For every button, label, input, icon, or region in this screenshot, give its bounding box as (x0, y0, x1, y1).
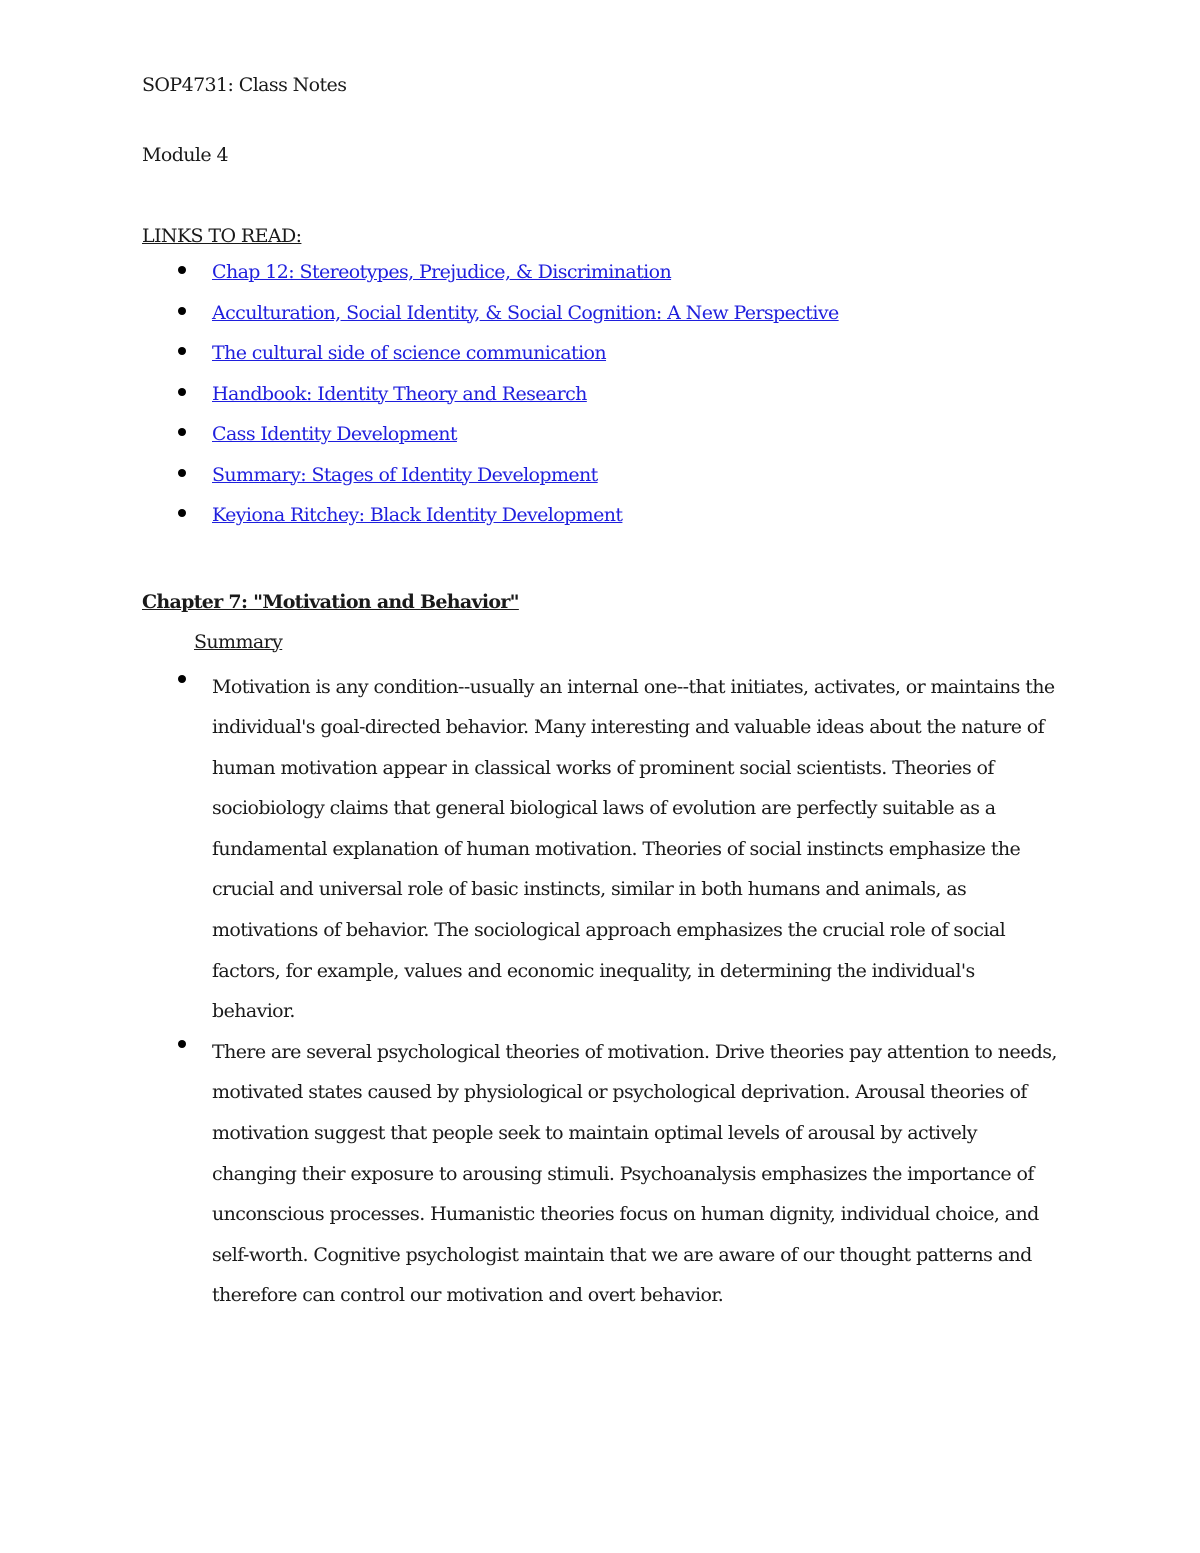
link-acculturation-social-identity[interactable]: Acculturation, Social Identity, & Social Cognition: A New Perspective (212, 301, 839, 324)
bullet-icon (178, 428, 186, 436)
bullet-icon (178, 388, 186, 396)
list-item (142, 460, 1072, 501)
link-identity-theory-handbook[interactable]: Handbook: Identity Theory and Research (212, 382, 587, 405)
link-cultural-side-science[interactable]: The cultural side of science communication (212, 342, 607, 364)
document-page (142, 70, 1072, 1316)
link-chap-12-stereotypes[interactable]: Chap 12: Stereotypes, Prejudice, & Discrimination (212, 261, 672, 283)
list-item (142, 500, 1072, 541)
list-item (142, 257, 1072, 298)
link-cass-identity[interactable]: Cass Identity Development (212, 423, 457, 445)
summary-list (142, 667, 1072, 1317)
bullet-icon (178, 347, 186, 355)
bullet-icon (178, 509, 186, 517)
bullet-icon (178, 1040, 186, 1048)
course-title: SOP4731: Class Notes (142, 74, 347, 96)
bullet-icon (178, 266, 186, 274)
reading-links-list (142, 257, 1072, 541)
chapter-heading: Chapter 7: "Motivation and Behavior" (142, 590, 519, 613)
paragraph-text: Motivation is any condition--usually an internal one--that initiates, activates, or maintains the individual's goal-directed behavior. Many interesting and valuable ideas about the nature of human motivation appear in classical works of prominent social scientists. Theories of sociobiology claims that general biological laws of evolution are perfectly suitable as a fundamental explanation of human motivation. Theories of social instincts emphasize the crucial and universal role of basic instincts, similar in both humans and animals, as motivations of behavior. The sociological approach emphasizes the crucial role of social factors, for example, values and economic inequality, in determining the individual's behavior. (212, 675, 1055, 1023)
list-item (142, 338, 1072, 379)
list-item (142, 298, 1072, 339)
list-item (142, 379, 1072, 420)
summary-paragraph (142, 667, 1062, 1032)
paragraph-text: There are several psychological theories of motivation. Drive theories pay attention to needs, motivated states caused by physiological or psychological deprivation. Arousal theories of motivation suggest that people seek to maintain optimal levels of arousal by actively changing their exposure to arousing stimuli. Psychoanalysis emphasizes the importance of unconscious processes. Humanistic theories focus on human dignity, individual choice, and self-worth. Cognitive psychologist maintain that we are aware of our thought patterns and therefore can control our motivation and overt behavior. (212, 1040, 1057, 1307)
bullet-icon (178, 307, 186, 315)
bullet-icon (178, 469, 186, 477)
list-item (142, 419, 1072, 460)
link-stages-identity[interactable]: Summary: Stages of Identity Development (212, 463, 598, 486)
links-heading: LINKS TO READ: (142, 225, 302, 247)
link-black-identity[interactable]: Keyiona Ritchey: Black Identity Development (212, 504, 623, 526)
summary-heading: Summary (194, 630, 283, 653)
summary-paragraph (142, 1032, 1062, 1316)
module-title: Module 4 (142, 144, 228, 166)
bullet-icon (178, 675, 186, 683)
